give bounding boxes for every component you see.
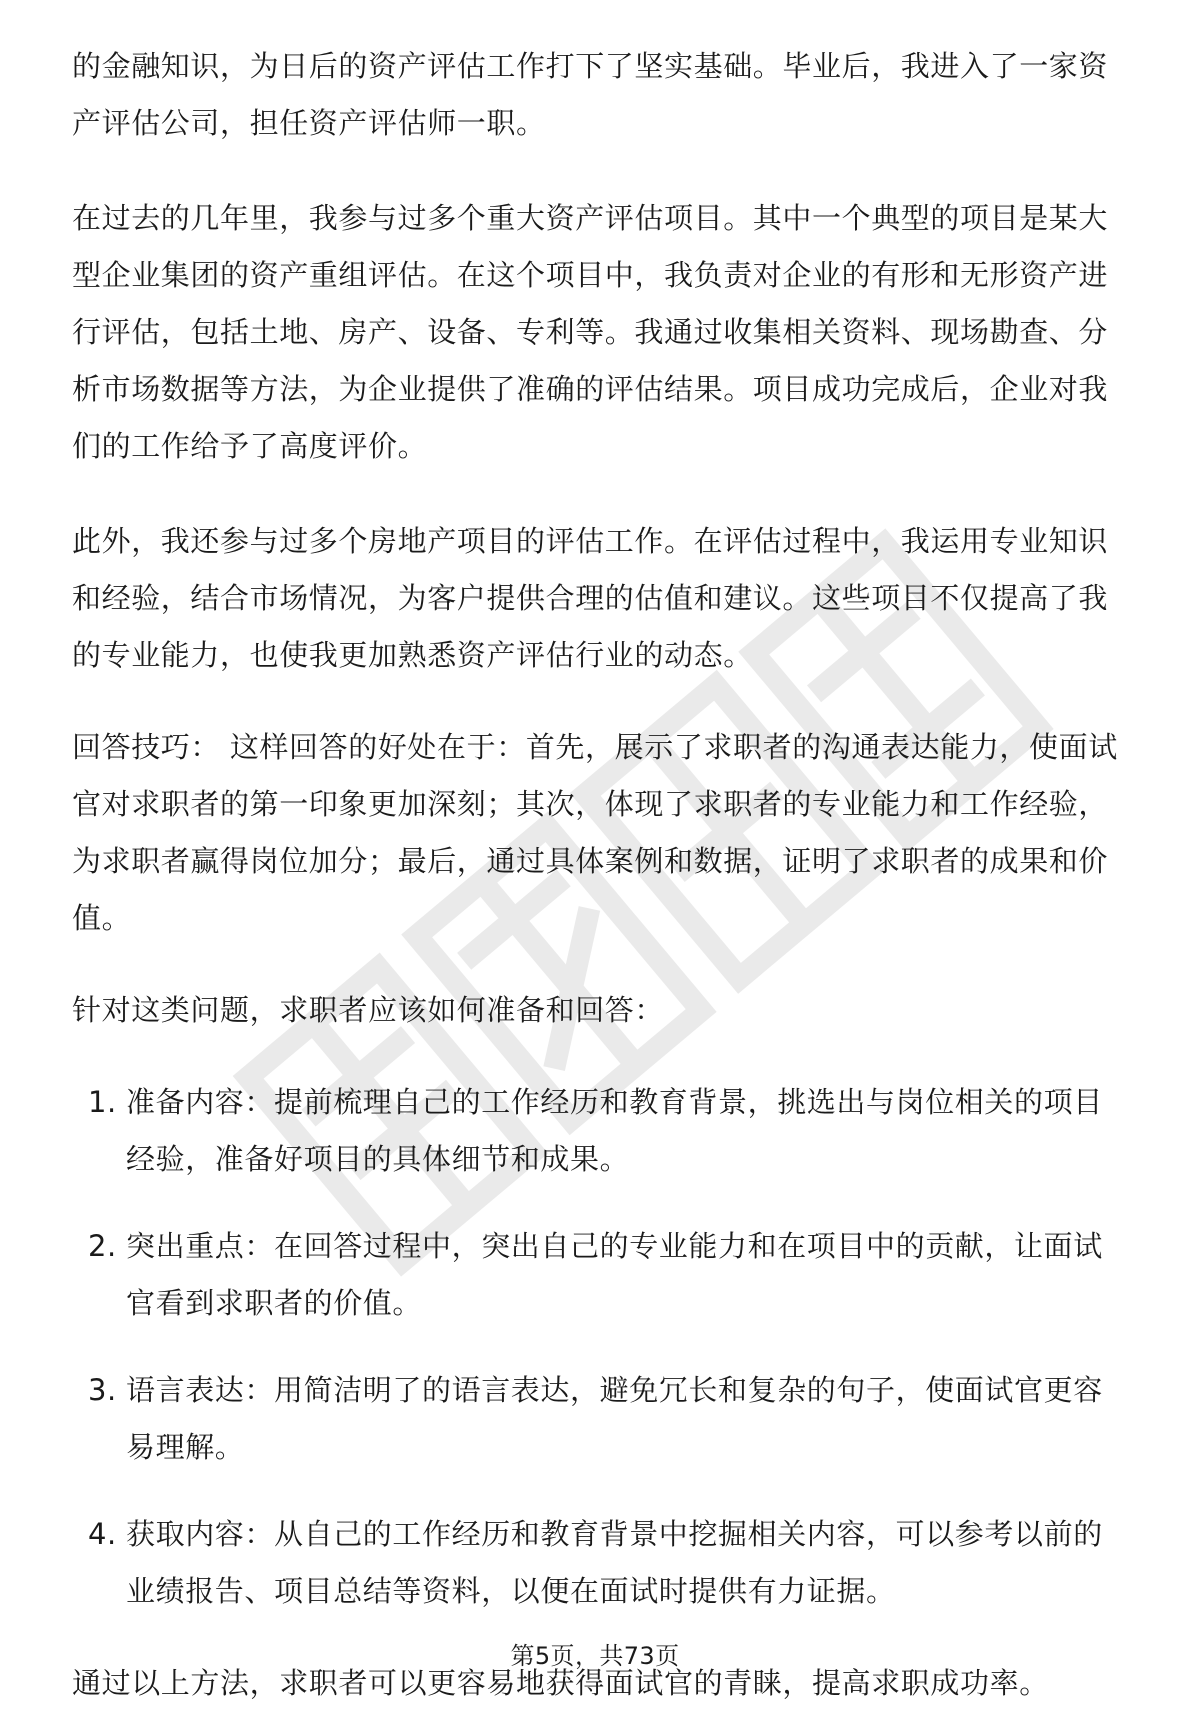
- paragraph-background: 的金融知识，为日后的资产评估工作打下了坚实基础。毕业后，我进入了一家资产评估公司，担任资产评估师一职。: [72, 49, 1109, 140]
- list-item: [72, 1218, 1118, 1332]
- paragraph-conclusion: 通过以上方法，求职者可以更容易地获得面试官的青睐，提高求职成功率。: [72, 1666, 1049, 1700]
- preparation-list: [72, 1074, 1118, 1620]
- list-number: 4.: [88, 1517, 117, 1551]
- paragraph-answer-tips: 回答技巧： 这样回答的好处在于：首先，展示了求职者的沟通表达能力，使面试官对求职者的第一印象更加深刻；其次，体现了求职者的专业能力和工作经验，为求职者赢得岗位加分；最后，通过具体案例和数据，证明了求职者的成果和价值。: [72, 730, 1118, 935]
- list-text: 语言表达：用简洁明了的语言表达，避免冗长和复杂的句子，使面试官更容易理解。: [126, 1373, 1103, 1464]
- list-text: 准备内容：提前梳理自己的工作经历和教育背景，挑选出与岗位相关的项目经验，准备好项目的具体细节和成果。: [126, 1085, 1103, 1176]
- list-number: 1.: [88, 1085, 117, 1119]
- list-item: [72, 1074, 1118, 1188]
- paragraph-project-experience: 在过去的几年里，我参与过多个重大资产评估项目。其中一个典型的项目是某大型企业集团的资产重组评估。在这个项目中，我负责对企业的有形和无形资产进行评估，包括土地、房产、设备、专利等。我通过收集相关资料、现场勘查、分析市场数据等方法，为企业提供了准确的评估结果。项目成功完成后，企业对我们的工作给予了高度评价。: [72, 201, 1109, 463]
- document-body: [72, 38, 1118, 1712]
- paragraph-real-estate: 此外，我还参与过多个房地产项目的评估工作。在评估过程中，我运用专业知识和经验，结合市场情况，为客户提供合理的估值和建议。这些项目不仅提高了我的专业能力，也使我更加熟悉资产评估行业的动态。: [72, 524, 1109, 672]
- list-number: 3.: [88, 1373, 117, 1407]
- list-text: 突出重点：在回答过程中，突出自己的专业能力和在项目中的贡献，让面试官看到求职者的价值。: [126, 1229, 1103, 1320]
- list-text: 获取内容：从自己的工作经历和教育背景中挖掘相关内容，可以参考以前的业绩报告、项目总结等资料，以便在面试时提供有力证据。: [126, 1517, 1103, 1608]
- list-number: 2.: [88, 1229, 117, 1263]
- paragraph-how-to-prepare: 针对这类问题，求职者应该如何准备和回答：: [72, 993, 665, 1027]
- list-item: [72, 1362, 1118, 1476]
- page-number: 第5页，共73页: [510, 1642, 680, 1670]
- list-item: [72, 1506, 1118, 1620]
